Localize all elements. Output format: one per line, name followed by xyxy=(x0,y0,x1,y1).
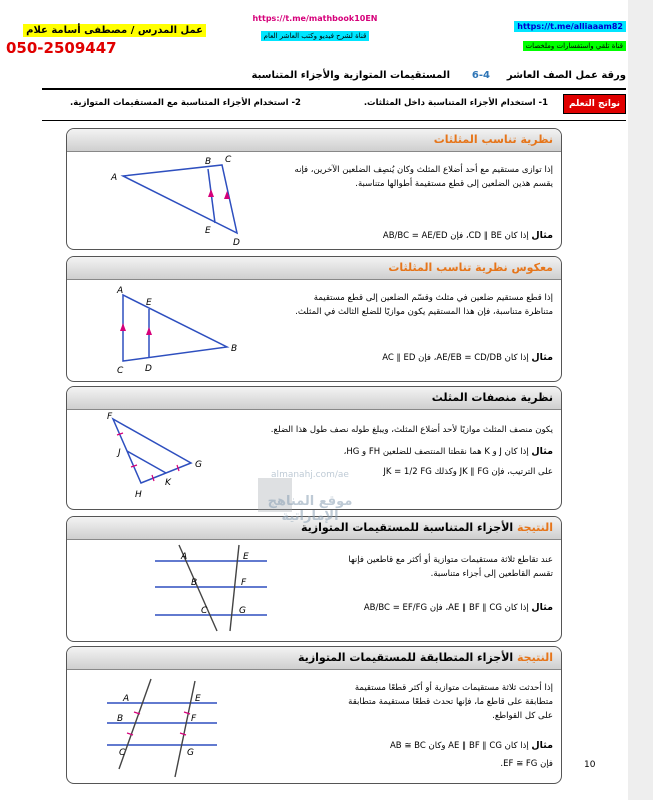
objectives-label: نواتج التعلم xyxy=(563,94,626,114)
point-label-d: D xyxy=(145,364,152,374)
box-title-text: نظرية تناسب المثلثات xyxy=(433,133,553,146)
point-label-c: C xyxy=(201,606,208,616)
objective-2: 2- استخدام الأجزاء المتناسبة مع المستقيمات المتوازية. xyxy=(70,98,301,108)
point-label-h: H xyxy=(135,490,142,500)
parallel-arrow xyxy=(120,323,126,331)
theorem-text: إذا قطع مستقيم ضلعين في مثلث وقسّم الضلعين إلى قطع مستقيمة متناظرة متناسبة، فإن هذا المستقيم يكون موازيًا للضلع الثالث في المثلث. xyxy=(295,293,553,317)
example-line xyxy=(364,601,553,615)
transversal-2 xyxy=(175,681,195,777)
teacher-phone: 050-2509447 xyxy=(6,39,117,57)
example-line xyxy=(383,229,553,243)
box-title-prefix: النتيجة xyxy=(517,521,553,534)
page-number: 10 xyxy=(584,760,596,770)
point-label-g: G xyxy=(187,748,194,758)
point-label-f: F xyxy=(107,412,113,422)
tick-mark xyxy=(180,733,186,735)
triangle-figure-3 xyxy=(67,409,267,509)
example-text-1: إذا كان AE ∥ BF ∥ CG وكان AB ≅ BC xyxy=(389,741,529,751)
box-title xyxy=(67,257,561,280)
point-label-b: B xyxy=(205,157,212,167)
worksheet-title xyxy=(140,70,626,86)
triangle-figure-1 xyxy=(67,151,267,247)
point-label-c: C xyxy=(117,366,124,376)
point-label-f: F xyxy=(191,714,197,724)
point-label-b: B xyxy=(191,578,198,588)
lesson-number: 6-4 xyxy=(471,70,490,81)
corollary-text: عند تقاطع ثلاثة مستقيمات متوازية أو أكثر مع قاطعين فإنها تقسم القاطعين إلى أجزاء متناسبة. xyxy=(348,555,553,579)
watermark-text: موقع المناهج الإماراتية xyxy=(267,494,353,524)
point-label-c: C xyxy=(225,155,232,165)
point-label-b: B xyxy=(231,344,238,354)
box-title-prefix: النتيجة xyxy=(517,651,553,664)
point-label-a: A xyxy=(117,286,124,296)
example-line-2: فإن EF ≅ FG. xyxy=(500,759,553,769)
box-title-text: الأجزاء المتناسبة للمستقيمات المتوازية xyxy=(300,521,514,534)
channel-link-right[interactable]: https://t.me/alliaaam82 xyxy=(514,21,626,32)
title-divider xyxy=(42,88,626,90)
example-label: مثال xyxy=(531,446,553,457)
parallel-arrow xyxy=(146,327,152,335)
box-title-text: معكوس نظرية تناسب المثلثات xyxy=(388,261,553,274)
channel-caption-center: قناة لشرح فيديو وكتب العاشر العام xyxy=(261,31,370,41)
channel-link-center[interactable]: https://t.me/mathbook10EN xyxy=(252,14,378,23)
parallel-lines-figure-1 xyxy=(67,539,287,639)
box-title xyxy=(67,647,561,670)
example-label: مثال xyxy=(531,352,553,363)
learning-objectives xyxy=(42,94,626,116)
point-label-b: B xyxy=(117,714,124,724)
example-line xyxy=(382,351,553,365)
theorem-text: يكون منصف المثلث موازيًا لأحد أضلاع المثلث، ويبلغ طوله نصف طول هذا الضلع. xyxy=(270,425,553,435)
watermark-url: almanahj.com/ae xyxy=(271,470,349,480)
example-label: مثال xyxy=(531,230,553,241)
corollary-box-congruent-parts xyxy=(66,646,562,784)
point-label-a: A xyxy=(123,694,130,704)
point-label-g: G xyxy=(195,460,202,470)
point-label-e: E xyxy=(195,694,201,704)
parallel-arrow xyxy=(208,189,214,197)
example-label: مثال xyxy=(531,740,553,751)
lesson-title: المستقيمات المتوازية والأجزاء المتناسبة xyxy=(251,70,450,81)
point-label-a: A xyxy=(181,552,188,562)
teacher-name: عمل المدرس / مصطفى أسامة علام xyxy=(23,24,206,37)
example-text: إذا كان AE/EB = CD/DB، فإن AC ∥ ED xyxy=(382,353,529,363)
box-title xyxy=(67,129,561,152)
example-text: إذا كان AE ∥ BF ∥ CG، فإن AB/BC = EF/FG xyxy=(363,603,529,613)
point-label-e: E xyxy=(243,552,249,562)
transversal-2 xyxy=(230,545,239,631)
point-label-g: G xyxy=(239,606,246,616)
example-text: إذا كان CD ∥ BE، فإن AB/BC = AE/ED xyxy=(382,231,529,241)
triangle-acb xyxy=(123,295,227,361)
center-channel xyxy=(240,14,390,42)
example-line xyxy=(390,739,553,753)
point-label-d: D xyxy=(233,238,240,247)
parallel-lines-figure-2 xyxy=(67,669,287,781)
corollary-box-proportional-parts xyxy=(66,516,562,642)
theorem-text: إذا توازى مستقيم مع أحد أضلاع المثلث وكان يُنصِف الضلعين الآخرين، فإنه يقسم هذين الضلعين إلى قطع مستقيمة أطوالها متناسبة. xyxy=(294,165,553,189)
theorem-box-triangle-proportionality xyxy=(66,128,562,250)
example-label: مثال xyxy=(531,602,553,613)
triangle-fhg xyxy=(113,419,191,483)
watermark xyxy=(250,470,370,524)
example-line-2: على الترتيب، فإن JK ∥ FG وكذلك JK = 1/2 FG xyxy=(383,467,553,477)
example-line xyxy=(344,445,553,459)
box-title-text: نظرية منصفات المثلث xyxy=(431,391,553,404)
box-title-text: الأجزاء المتطابقة للمستقيمات المتوازية xyxy=(298,651,514,664)
point-label-c: C xyxy=(119,748,126,758)
point-label-e: E xyxy=(146,298,152,308)
midsegment-jk xyxy=(127,451,166,473)
point-label-e: E xyxy=(205,226,211,236)
point-label-k: K xyxy=(165,478,171,488)
box-title xyxy=(67,387,561,410)
teacher-info xyxy=(6,18,206,57)
objectives-divider xyxy=(42,120,626,121)
point-label-a: A xyxy=(111,173,118,183)
example-text-1: إذا كان J و K هما نقطتا المنتصف للضلعين FH و HG، xyxy=(343,447,529,457)
triangle-ace xyxy=(123,165,237,233)
point-label-j: J xyxy=(118,448,121,458)
theorem-box-converse xyxy=(66,256,562,382)
point-label-f: F xyxy=(241,578,247,588)
page-margin-strip xyxy=(628,0,653,800)
objective-1: 1- استخدام الأجزاء المتناسبة داخل المثلثات. xyxy=(363,98,548,108)
triangle-figure-2 xyxy=(67,279,267,379)
worksheet-label: ورقة عمل الصف العاشر xyxy=(506,70,626,81)
corollary-text: إذا أحدثت ثلاثة مستقيمات متوازية أو أكثر قطعًا مستقيمة متطابقة على قاطع ما، فإنها تحدث قطعًا مستقيمة متطابقة على كل القواطع. xyxy=(348,683,553,721)
channel-caption-right: قناة تلقي واستفسارات وملخصات xyxy=(523,41,626,51)
right-channel xyxy=(478,14,626,52)
